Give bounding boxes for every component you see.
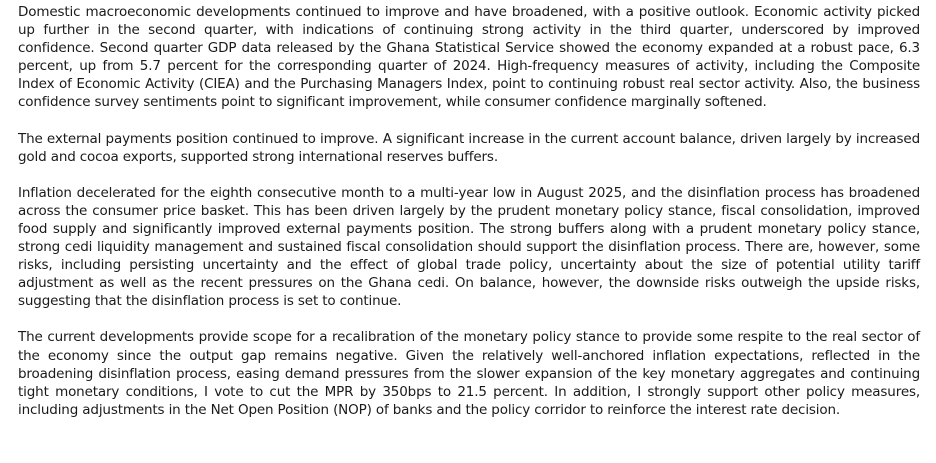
paragraph-policy-vote: The current developments provide scope for a recalibration of the monetary policy stance to provide some respite to the real sector of the economy since the output gap remains negative. Given the relatively well-anchored inflation expectations, reflected in the broadening disinflation process, easing demand pressures from the slower expansion of the key monetary aggregates and continuing tight monetary conditions, I vote to cut the MPR by 350bps to 21.5 percent. In addition, I strongly support other policy measures, including adjustments in the Net Open Position (NOP) of banks and the policy corridor to reinforce the interest rate decision.: [18, 329, 920, 418]
paragraph-domestic-developments: Domestic macroeconomic developments continued to improve and have broadened, with a positive outlook. Economic activity picked up further in the second quarter, with indications of continuing strong activity in the third quarter, underscored by improved confidence. Second quarter GDP data released by the Ghana Statistical Service showed the economy expanded at a robust pace, 6.3 percent, up from 5.7 percent for the corresponding quarter of 2024. High-frequency measures of activity, including the Composite Index of Economic Activity (CIEA) and the Purchasing Managers Index, point to continuing robust real sector activity. Also, the business confidence survey sentiments point to significant improvement, while consumer confidence marginally softened.: [18, 4, 920, 111]
paragraph-external-payments: The external payments position continued to improve. A significant increase in the current account balance, driven largely by increased gold and cocoa exports, supported strong international reserves buffers.: [18, 130, 920, 165]
document-body: [18, 3, 920, 437]
paragraph-inflation: Inflation decelerated for the eighth consecutive month to a multi-year low in August 2025, and the disinflation process has broadened across the consumer price basket. This has been driven largely by the prudent monetary policy stance, fiscal consolidation, improved food supply and significantly improved external payments position. The strong buffers along with a prudent monetary policy stance, strong cedi liquidity management and sustained fiscal consolidation should support the disinflation process. There are, however, some risks, including persisting uncertainty and the effect of global trade policy, uncertainty about the size of potential utility tariff adjustment as well as the recent pressures on the Ghana cedi. On balance, however, the downside risks outweigh the upside risks, suggesting that the disinflation process is set to continue.: [18, 184, 920, 310]
